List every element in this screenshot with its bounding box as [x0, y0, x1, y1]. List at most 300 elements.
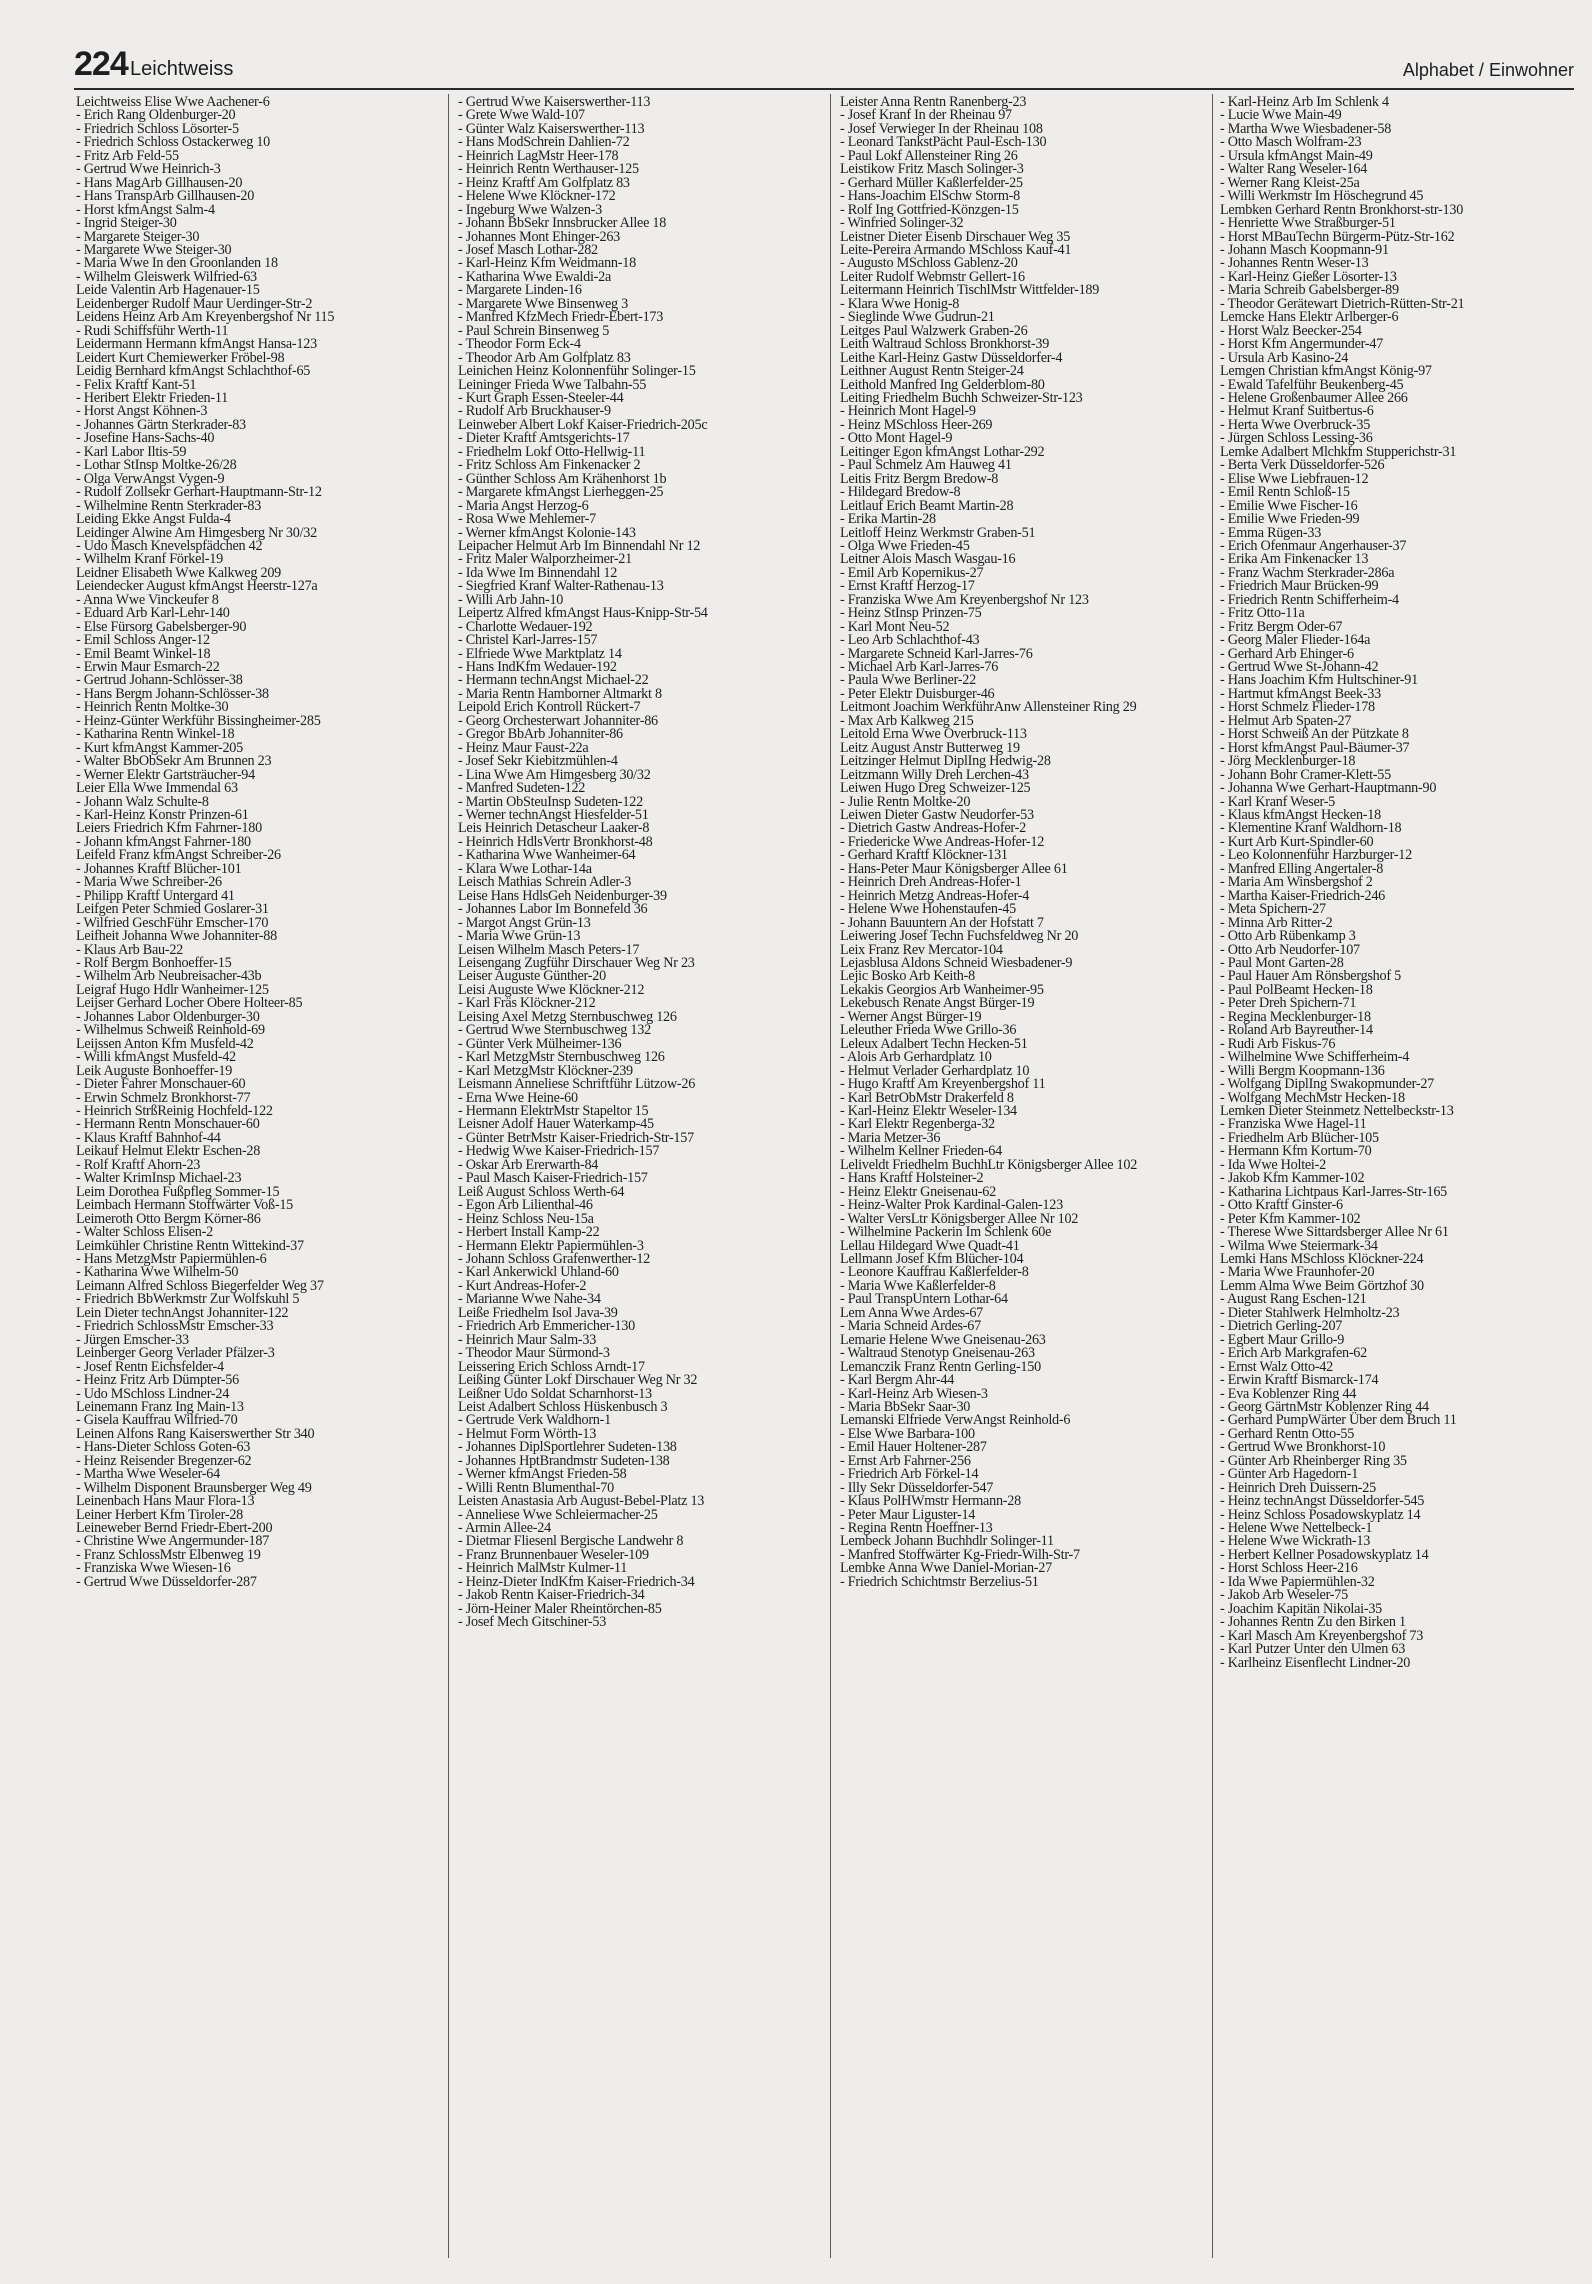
- directory-entry: Leithner August Rentn Steiger-24: [840, 363, 1024, 380]
- directory-entry: Leistikow Fritz Masch Solinger-3: [840, 161, 1024, 178]
- directory-entry: - Gerhard Rentn Otto-55: [1220, 1425, 1355, 1442]
- directory-entry: Leineweber Bernd Friedr-Ebert-200: [76, 1520, 273, 1537]
- directory-entry: - Willi Arb Jahn-10: [458, 591, 564, 608]
- directory-entry: - Heinrich MalMstr Kulmer-11: [458, 1560, 628, 1577]
- directory-entry: - Klaus Arb Bau-22: [76, 941, 184, 958]
- directory-entry: - Helene Wwe Klöckner-172: [458, 188, 616, 205]
- directory-entry: Leisten Anastasia Arb August-Bebel-Platz 13: [458, 1493, 705, 1510]
- directory-entry: - Klaus PolHWmstr Hermann-28: [840, 1493, 1021, 1510]
- directory-entry: - Karl-Heinz Gießer Lösorter-13: [1220, 268, 1397, 285]
- directory-entry: Leithold Manfred Ing Gelderblom-80: [840, 376, 1045, 393]
- directory-entry: - Herbert Install Kamp-22: [458, 1224, 600, 1241]
- page-number: 224: [74, 45, 128, 83]
- directory-column-2: [458, 96, 822, 2256]
- directory-entry: - Gregor BbArb Johanniter-86: [458, 726, 623, 743]
- directory-entry: - Egon Arb Lilienthal-46: [458, 1197, 593, 1214]
- directory-entry: - Hans-Joachim ElSchw Storm-8: [840, 188, 1020, 205]
- directory-entry: - Margot Angst Grün-13: [458, 914, 591, 931]
- directory-entry: Leisen Wilhelm Masch Peters-17: [458, 941, 640, 958]
- directory-entry: - Therese Wwe Sittardsberger Allee Nr 61: [1220, 1224, 1449, 1241]
- directory-entry: - Karl Putzer Unter den Ulmen 63: [1220, 1641, 1406, 1658]
- directory-entry: Leisner Adolf Hauer Waterkamp-45: [458, 1116, 654, 1133]
- directory-entry: - Jörg Mecklenburger-18: [1220, 753, 1356, 770]
- running-title: Leichtweiss: [130, 58, 234, 80]
- directory-entry: - Willi Bergm Koopmann-136: [1220, 1062, 1385, 1079]
- directory-entry: - Jürgen Emscher-33: [76, 1331, 189, 1348]
- directory-entry: - Walter Rang Weseler-164: [1220, 161, 1368, 178]
- directory-entry: - Werner technAngst Hiesfelder-51: [458, 807, 649, 824]
- directory-entry: - Hans-Peter Maur Königsberger Allee 61: [840, 860, 1068, 877]
- directory-entry: - Ida Wwe Im Binnendahl 12: [458, 564, 618, 581]
- directory-entry: Leleuther Frieda Wwe Grillo-36: [840, 1022, 1017, 1039]
- directory-entry: - Paul Hauer Am Rönsbergshof 5: [1220, 968, 1401, 985]
- directory-entry: - Wilhelmine Wwe Schifferheim-4: [1220, 1049, 1410, 1066]
- directory-entry: Leistner Dieter Eisenb Dirschauer Weg 35: [840, 228, 1071, 245]
- directory-entry: - Leonore Kauffrau Kaßlerfelder-8: [840, 1264, 1029, 1281]
- directory-entry: - Ewald Tafelführ Beukenberg-45: [1220, 376, 1404, 393]
- directory-entry: - Wilhelmus Schweiß Reinhold-69: [76, 1022, 265, 1039]
- directory-entry: Leidinger Alwine Am Himgesberg Nr 30/32: [76, 524, 317, 541]
- directory-entry: - Friedrich Maur Brücken-99: [1220, 578, 1379, 595]
- directory-entry: - Rudolf Arb Bruckhauser-9: [458, 403, 611, 420]
- directory-entry: - Martin ObSteuInsp Sudeten-122: [458, 793, 643, 810]
- directory-entry: - Henriette Wwe Straßburger-51: [1220, 215, 1396, 232]
- directory-entry: - Regina Mecklenburger-18: [1220, 1008, 1371, 1025]
- directory-entry: Leijser Gerhard Locher Obere Holteer-85: [76, 995, 303, 1012]
- directory-entry: Leisch Mathias Schrein Adler-3: [458, 874, 632, 891]
- directory-entry: - Otto Arb Rübenkamp 3: [1220, 928, 1356, 945]
- directory-entry: - Hans ModSchrein Dahlien-72: [458, 134, 630, 151]
- directory-entry: - Winfried Solinger-32: [840, 215, 964, 232]
- directory-entry: - Günter Arb Rheinberger Ring 35: [1220, 1452, 1407, 1469]
- directory-entry: - Hermann Rentn Monschauer-60: [76, 1116, 260, 1133]
- directory-entry: - Emma Rügen-33: [1220, 524, 1322, 541]
- directory-entry: Leinweber Albert Lokf Kaiser-Friedrich-205c: [458, 416, 708, 433]
- directory-entry: - Katharina Wwe Wilhelm-50: [76, 1264, 239, 1281]
- directory-entry: - Maria Wwe Fraunhofer-20: [1220, 1264, 1375, 1281]
- column-divider: [448, 94, 449, 2258]
- directory-entry: - Anneliese Wwe Schleiermacher-25: [458, 1506, 658, 1523]
- directory-entry: - Felix Kraftf Kant-51: [76, 376, 197, 393]
- directory-entry: Leitz August Anstr Butterweg 19: [840, 739, 1020, 756]
- directory-entry: - Maria Wwe Schreiber-26: [76, 874, 222, 891]
- directory-entry: - Theodor Arb Am Golfplatz 83: [458, 349, 631, 366]
- directory-entry: - Theodor Maur Sürmond-3: [458, 1345, 610, 1362]
- directory-entry: - Willi Werkmstr Im Höschegrund 45: [1220, 188, 1424, 205]
- directory-entry: - Maria Wwe In den Groonlanden 18: [76, 255, 278, 272]
- directory-entry: - Joachim Kapitän Nikolai-35: [1220, 1600, 1383, 1617]
- directory-entry: Leimeroth Otto Bergm Körner-86: [76, 1210, 261, 1227]
- directory-entry: - Else Wwe Barbara-100: [840, 1425, 975, 1442]
- directory-entry: Leitlauf Erich Beamt Martin-28: [840, 497, 1014, 514]
- directory-entry: - Friedhelm Arb Blücher-105: [1220, 1129, 1379, 1146]
- directory-entry: - Julie Rentn Moltke-20: [840, 793, 971, 810]
- directory-entry: - Johann Walz Schulte-8: [76, 793, 209, 810]
- directory-entry: - Gertrud Wwe Bronkhorst-10: [1220, 1439, 1386, 1456]
- directory-entry: - Rudolf Zollsekr Gerhart-Hauptmann-Str-12: [76, 484, 322, 501]
- directory-entry: - Heribert Elektr Frieden-11: [76, 389, 229, 406]
- directory-entry: - Augusto MSchloss Gablenz-20: [840, 255, 1018, 272]
- directory-entry: - Johann kfmAngst Fahrner-180: [76, 833, 251, 850]
- directory-entry: - Gertrude Verk Waldhorn-1: [458, 1412, 611, 1429]
- directory-entry: Leiwering Josef Techn Fuchsfeldweg Nr 20: [840, 928, 1079, 945]
- directory-entry: - Heinz StInsp Prinzen-75: [840, 605, 982, 622]
- directory-entry: - Paul Lokf Allensteiner Ring 26: [840, 147, 1018, 164]
- directory-entry: Leitloff Heinz Werkmstr Graben-51: [840, 524, 1036, 541]
- directory-entry: - Friedrich Schichtmstr Berzelius-51: [840, 1573, 1039, 1590]
- directory-entry: Leiße Friedhelm Isol Java-39: [458, 1304, 618, 1321]
- directory-entry: Leiwen Dieter Gastw Neudorfer-53: [840, 807, 1034, 824]
- directory-entry: - Ingrid Steiger-30: [76, 215, 177, 232]
- directory-entry: - Gertrud Wwe Sternbuschweg 132: [458, 1022, 651, 1039]
- directory-entry: - Maria Wwe Grün-13: [458, 928, 581, 945]
- directory-entry: - Friedrich Arb Förkel-14: [840, 1466, 979, 1483]
- directory-entry: Leimkühler Christine Rentn Wittekind-37: [76, 1237, 304, 1254]
- directory-entry: - Karl-Heinz Arb Wiesen-3: [840, 1385, 988, 1402]
- directory-entry: - Georg Orchesterwart Johanniter-86: [458, 712, 658, 729]
- directory-entry: - Franz Wachm Sterkrader-286a: [1220, 564, 1395, 581]
- directory-entry: - Leo Arb Schlachthof-43: [840, 632, 980, 649]
- directory-entry: - Elfriede Wwe Marktplatz 14: [458, 645, 622, 662]
- directory-entry: - Rolf Kraftf Ahorn-23: [76, 1156, 201, 1173]
- directory-entry: - Werner kfmAngst Frieden-58: [458, 1466, 627, 1483]
- directory-entry: Leinichen Heinz Kolonnenführ Solinger-15: [458, 363, 696, 380]
- directory-entry: - Rolf Ing Gottfried-Könzgen-15: [840, 201, 1019, 218]
- directory-entry: Leist Adalbert Schloss Hüskenbusch 3: [458, 1398, 668, 1415]
- directory-entry: - Helmut Kranf Suitbertus-6: [1220, 403, 1374, 420]
- directory-entry: - Margarete Linden-16: [458, 282, 582, 299]
- directory-entry: - Fritz Arb Feld-55: [76, 147, 179, 164]
- directory-entry: - Manfred Elling Angertaler-8: [1220, 860, 1384, 877]
- directory-entry: - Karl Elektr Regenberga-32: [840, 1116, 995, 1133]
- directory-entry: - Heinrich Rentn Moltke-30: [76, 699, 229, 716]
- directory-entry: Leiwen Hugo Dreg Schweizer-125: [840, 780, 1031, 797]
- directory-entry: Lekakis Georgios Arb Wanheimer-95: [840, 981, 1044, 998]
- directory-entry: Leitold Erna Wwe Overbruck-113: [840, 726, 1027, 743]
- directory-entry: - Heinrich Mont Hagel-9: [840, 403, 976, 420]
- directory-entry: - Walter KrimInsp Michael-23: [76, 1170, 242, 1187]
- directory-entry: - Udo MSchloss Lindner-24: [76, 1385, 230, 1402]
- directory-entry: - Paul TranspUntern Lothar-64: [840, 1291, 1008, 1308]
- directory-entry: - Ida Wwe Holtei-2: [1220, 1156, 1326, 1173]
- directory-entry: - Günther Schloss Am Krähenhorst 1b: [458, 470, 667, 487]
- directory-entry: - Hermann Elektr Papiermühlen-3: [458, 1237, 644, 1254]
- directory-entry: - Emil Schloss Anger-12: [76, 632, 210, 649]
- directory-entry: - Paul Schrein Binsenweg 5: [458, 322, 610, 339]
- directory-entry: - Leo Kolonnenführ Harzburger-12: [1220, 847, 1412, 864]
- directory-entry: - Walter VersLtr Königsberger Allee Nr 102: [840, 1210, 1079, 1227]
- directory-entry: Leipertz Alfred kfmAngst Haus-Knipp-Str-54: [458, 605, 708, 622]
- directory-entry: - Franziska Wwe Hagel-11: [1220, 1116, 1367, 1133]
- directory-entry: - Heinrich LagMstr Heer-178: [458, 147, 619, 164]
- directory-entry: - Wilhelmine Rentn Sterkrader-83: [76, 497, 262, 514]
- directory-entry: - Johannes HptBrandmstr Sudeten-138: [458, 1452, 670, 1469]
- directory-entry: - Hans Joachim Kfm Hultschiner-91: [1220, 672, 1418, 689]
- directory-entry: - Else Fürsorg Gabelsberger-90: [76, 618, 247, 635]
- directory-entry: - Dieter Kraftf Amtsgerichts-17: [458, 430, 630, 447]
- directory-entry: - Maria Schneid Ardes-67: [840, 1318, 981, 1335]
- directory-entry: - Franziska Wwe Am Kreyenbergshof Nr 123: [840, 591, 1089, 608]
- directory-entry: - Hermann Kfm Kortum-70: [1220, 1143, 1372, 1160]
- directory-entry: Lemanczik Franz Rentn Gerling-150: [840, 1358, 1041, 1375]
- directory-entry: - Heinz Schloss Neu-15a: [458, 1210, 594, 1227]
- directory-entry: Lemm Alma Wwe Beim Görtzhof 30: [1220, 1277, 1424, 1294]
- directory-entry: - Karl Fräs Klöckner-212: [458, 995, 596, 1012]
- directory-entry: - Wilhelm Arb Neubreisacher-43b: [76, 968, 262, 985]
- directory-entry: - Olga Wwe Frieden-45: [840, 537, 970, 554]
- directory-entry: - Ernst Walz Otto-42: [1220, 1358, 1333, 1375]
- directory-column-1: [76, 96, 440, 2256]
- directory-entry: - Eduard Arb Karl-Lehr-140: [76, 605, 230, 622]
- directory-entry: - Margarete kfmAngst Lierheggen-25: [458, 484, 664, 501]
- directory-entry: Lemki Hans MSchloss Klöckner-224: [1220, 1250, 1424, 1267]
- directory-entry: - Helene Wwe Nettelbeck-1: [1220, 1520, 1373, 1537]
- directory-entry: - Jakob Rentn Kaiser-Friedrich-34: [458, 1587, 645, 1604]
- directory-entry: - Ursula Arb Kasino-24: [1220, 349, 1349, 366]
- directory-entry: Leitner Alois Masch Wasgau-16: [840, 551, 1016, 568]
- directory-entry: - Gertrud Johann-Schlösser-38: [76, 672, 243, 689]
- directory-entry: - Paul Schmelz Am Hauweg 41: [840, 457, 1012, 474]
- directory-entry: - Karl MetzgMstr Klöckner-239: [458, 1062, 633, 1079]
- directory-entry: Lemcke Hans Elektr Arlberger-6: [1220, 309, 1399, 326]
- directory-entry: - Hans IndKfm Wedauer-192: [458, 659, 617, 676]
- directory-entry: - Peter Elektr Duisburger-46: [840, 685, 995, 702]
- directory-entry: - Horst Schmelz Flieder-178: [1220, 699, 1375, 716]
- directory-entry: - Friedhelm Lokf Otto-Hellwig-11: [458, 443, 646, 460]
- directory-entry: Leisi Auguste Wwe Klöckner-212: [458, 981, 645, 998]
- directory-entry: Leipacher Helmut Arb Im Binnendahl Nr 12: [458, 537, 701, 554]
- directory-entry: - Siegfried Kranf Walter-Rathenau-13: [458, 578, 664, 595]
- directory-entry: - Maria Metzer-36: [840, 1129, 941, 1146]
- directory-entry: - Christel Karl-Jarres-157: [458, 632, 598, 649]
- directory-entry: - Hans MagArb Gillhausen-20: [76, 174, 243, 191]
- directory-entry: - Johannes Rentn Zu den Birken 1: [1220, 1614, 1406, 1631]
- directory-entry: - Leonard TankstPächt Paul-Esch-130: [840, 134, 1047, 151]
- directory-entry: - Margarete Schneid Karl-Jarres-76: [840, 645, 1033, 662]
- directory-entry: - Karl BetrObMstr Drakerfeld 8: [840, 1089, 1014, 1106]
- directory-entry: - Helmut Form Wörth-13: [458, 1425, 597, 1442]
- directory-entry: Leidner Elisabeth Wwe Kalkweg 209: [76, 564, 282, 581]
- directory-entry: - Meta Spichern-27: [1220, 901, 1326, 918]
- directory-entry: - Josef Rentn Eichsfelder-4: [76, 1358, 224, 1375]
- directory-entry: Leikauf Helmut Elektr Eschen-28: [76, 1143, 261, 1160]
- directory-entry: Leis Heinrich Detascheur Laaker-8: [458, 820, 650, 837]
- directory-entry: - Dietrich Gastw Andreas-Hofer-2: [840, 820, 1026, 837]
- directory-entry: - Klementine Kranf Waldhorn-18: [1220, 820, 1402, 837]
- directory-entry: Leise Hans HdlsGeh Neidenburger-39: [458, 887, 667, 904]
- directory-entry: - Heinz Fritz Arb Dümpter-56: [76, 1372, 239, 1389]
- directory-entry: - Katharina Rentn Winkel-18: [76, 726, 235, 743]
- directory-entry: - Dieter Fahrer Monschauer-60: [76, 1076, 246, 1093]
- directory-entry: - Werner Rang Kleist-25a: [1220, 174, 1360, 191]
- directory-entry: - Elise Wwe Liebfrauen-12: [1220, 470, 1369, 487]
- directory-entry: Leide Valentin Arb Hagenauer-15: [76, 282, 260, 299]
- directory-entry: - Karl-Heinz Arb Im Schlenk 4: [1220, 96, 1389, 110]
- directory-entry: Leitinger Egon kfmAngst Lothar-292: [840, 443, 1045, 460]
- directory-entry: - Günter Arb Hagedorn-1: [1220, 1466, 1359, 1483]
- directory-entry: - Friedrich Rentn Schifferheim-4: [1220, 591, 1399, 608]
- directory-entry: - Eva Koblenzer Ring 44: [1220, 1385, 1357, 1402]
- directory-entry: - Manfred KfzMech Friedr-Ebert-173: [458, 309, 664, 326]
- directory-entry: - Hans-Dieter Schloss Goten-63: [76, 1439, 251, 1456]
- directory-entry: Leidermann Hermann kfmAngst Hansa-123: [76, 336, 317, 353]
- directory-entry: Leidert Kurt Chemiewerker Fröbel-98: [76, 349, 285, 366]
- directory-entry: - Ida Wwe Papiermühlen-32: [1220, 1573, 1375, 1590]
- directory-entry: - Maria Wwe Kaßlerfelder-8: [840, 1277, 996, 1294]
- directory-entry: Leith Waltraud Schloss Bronkhorst-39: [840, 336, 1050, 353]
- directory-entry: - Paula Wwe Berliner-22: [840, 672, 976, 689]
- directory-entry: - Johannes Labor Oldenburger-30: [76, 1008, 260, 1025]
- directory-entry: - Johannes Labor Im Bonnefeld 36: [458, 901, 648, 918]
- directory-entry: - Gisela Kauffrau Wilfried-70: [76, 1412, 238, 1429]
- directory-entry: Leitzmann Willy Dreh Lerchen-43: [840, 766, 1029, 783]
- directory-entry: Leinberger Georg Verlader Pfälzer-3: [76, 1345, 275, 1362]
- directory-entry: Leinenbach Hans Maur Flora-13: [76, 1493, 255, 1510]
- directory-entry: - Karl MetzgMstr Sternbuschweg 126: [458, 1049, 665, 1066]
- directory-entry: - Willi Rentn Blumenthal-70: [458, 1479, 614, 1496]
- directory-entry: - Helene Wwe Wickrath-13: [1220, 1533, 1371, 1550]
- directory-entry: - Sieglinde Wwe Gudrun-21: [840, 309, 995, 326]
- directory-entry: Leithe Karl-Heinz Gastw Düsseldorfer-4: [840, 349, 1063, 366]
- directory-entry: - Johannes DiplSportlehrer Sudeten-138: [458, 1439, 677, 1456]
- directory-entry: - Erwin Maur Esmarch-22: [76, 659, 220, 676]
- directory-entry: - Herbert Kellner Posadowskyplatz 14: [1220, 1546, 1429, 1563]
- directory-entry: - Maria Am Winsbergshof 2: [1220, 874, 1373, 891]
- directory-entry: Leipold Erich Kontroll Rückert-7: [458, 699, 641, 716]
- directory-entry: Leitmont Joachim WerkführAnw Allensteiner Ring 29: [840, 699, 1137, 716]
- directory-entry: - Horst Schweiß An der Pützkate 8: [1220, 726, 1409, 743]
- directory-entry: - Minna Arb Ritter-2: [1220, 914, 1333, 931]
- directory-entry: Leister Anna Rentn Ranenberg-23: [840, 96, 1027, 110]
- directory-entry: - Georg Maler Flieder-164a: [1220, 632, 1371, 649]
- directory-entry: - Heinz Schloss Posadowskyplatz 14: [1220, 1506, 1421, 1523]
- directory-entry: - Friedrich Schloss Ostackerweg 10: [76, 134, 271, 151]
- directory-entry: Leitermann Heinrich TischlMstr Wittfelder-189: [840, 282, 1100, 299]
- directory-entry: - Hildegard Bredow-8: [840, 484, 961, 501]
- directory-entry: Leim Dorothea Fußpfleg Sommer-15: [76, 1183, 280, 1200]
- directory-entry: - Horst Angst Köhnen-3: [76, 403, 208, 420]
- directory-column-4: [1220, 96, 1576, 2256]
- directory-entry: - Lothar StInsp Moltke-26/28: [76, 457, 237, 474]
- directory-entry: - Friedrich BbWerkmstr Zur Wolfskuhl 5: [76, 1291, 300, 1308]
- directory-entry: - Ingeburg Wwe Walzen-3: [458, 201, 602, 218]
- directory-entry: - Josef Sekr Kiebitzmühlen-4: [458, 753, 618, 770]
- directory-entry: - Otto Masch Wolfram-23: [1220, 134, 1362, 151]
- directory-entry: - Paul Mont Garten-28: [1220, 955, 1344, 971]
- directory-entry: - Johann Bauuntern An der Hofstatt 7: [840, 914, 1044, 931]
- directory-entry: - Helene Wwe Hohenstaufen-45: [840, 901, 1016, 918]
- directory-entry: - Peter Dreh Spichern-71: [1220, 995, 1357, 1012]
- directory-entry: Leier Ella Wwe Immendal 63: [76, 780, 238, 797]
- directory-entry: - Manfred Stoffwärter Kg-Friedr-Wilh-Str-7: [840, 1546, 1080, 1563]
- directory-entry: Leifheit Johanna Wwe Johanniter-88: [76, 928, 277, 945]
- directory-entry: - Max Arb Kalkweg 215: [840, 712, 974, 729]
- directory-entry: - Philipp Kraftf Untergard 41: [76, 887, 235, 904]
- directory-entry: - Fritz Bergm Oder-67: [1220, 618, 1343, 635]
- directory-entry: - Paul Masch Kaiser-Friedrich-157: [458, 1170, 648, 1187]
- directory-entry: - Dieter Stahlwerk Helmholtz-23: [1220, 1304, 1400, 1321]
- directory-entry: - Jörn-Heiner Maler Rheintörchen-85: [458, 1600, 662, 1617]
- directory-entry: - Waltraud Stenotyp Gneisenau-263: [840, 1345, 1035, 1362]
- directory-entry: - Wilhelm Disponent Braunsberger Weg 49: [76, 1479, 312, 1496]
- directory-entry: - Hermann technAngst Michael-22: [458, 672, 649, 689]
- directory-entry: Leitis Fritz Bergm Bredow-8: [840, 470, 999, 487]
- directory-entry: - Johannes Mont Ehinger-263: [458, 228, 621, 245]
- directory-entry: - Rudi Arb Fiskus-76: [1220, 1035, 1336, 1052]
- directory-entry: - Katharina Lichtpaus Karl-Jarres-Str-165: [1220, 1183, 1448, 1200]
- directory-entry: - Günter BetrMstr Kaiser-Friedrich-Str-157: [458, 1129, 694, 1146]
- directory-entry: Leinemann Franz Ing Main-13: [76, 1398, 244, 1415]
- directory-entry: Leifgen Peter Schmied Goslarer-31: [76, 901, 269, 918]
- directory-entry: - Armin Allee-24: [458, 1520, 551, 1537]
- directory-entry: Leismann Anneliese Schriftführ Lützow-26: [458, 1076, 696, 1093]
- directory-entry: - Heinrich StrßReinig Hochfeld-122: [76, 1102, 273, 1119]
- directory-entry: - Charlotte Wedauer-192: [458, 618, 593, 635]
- directory-entry: - Wilhelm Kellner Frieden-64: [840, 1143, 1002, 1160]
- directory-entry: - Johann Bohr Cramer-Klett-55: [1220, 766, 1391, 783]
- directory-entry: Lemke Adalbert Mlchkfm Stupperichstr-31: [1220, 443, 1457, 460]
- directory-entry: - Helene Großenbaumer Allee 266: [1220, 389, 1408, 406]
- directory-entry: Lembke Anna Wwe Daniel-Morian-27: [840, 1560, 1052, 1577]
- directory-entry: - Hans Kraftf Holsteiner-2: [840, 1170, 984, 1187]
- directory-entry: - Gerhard Arb Ehinger-6: [1220, 645, 1354, 662]
- directory-entry: - Wilhelm Kranf Förkel-19: [76, 551, 223, 568]
- directory-entry: - Karl-Heinz Konstr Prinzen-61: [76, 807, 249, 824]
- directory-entry: - Heinrich Metzg Andreas-Hofer-4: [840, 887, 1030, 904]
- directory-entry: - Jakob Arb Weseler-75: [1220, 1587, 1348, 1604]
- directory-entry: - Jakob Kfm Kammer-102: [1220, 1170, 1365, 1187]
- directory-entry: - Heinz Reisender Bregenzer-62: [76, 1452, 252, 1469]
- directory-entry: - Heinz MSchloss Heer-269: [840, 416, 993, 433]
- directory-entry: - Wilhelm Gleiswerk Wilfried-63: [76, 268, 257, 285]
- directory-entry: Leiner Herbert Kfm Tiroler-28: [76, 1506, 244, 1523]
- directory-entry: - Peter Kfm Kammer-102: [1220, 1210, 1361, 1227]
- directory-entry: - Theodor Gerätewart Dietrich-Rütten-Str-21: [1220, 295, 1465, 312]
- directory-entry: - Karl-Heinz Elektr Weseler-134: [840, 1102, 1017, 1119]
- directory-entry: - Heinrich Rentn Werthauser-125: [458, 161, 639, 178]
- directory-entry: - Helmut Arb Spaten-27: [1220, 712, 1352, 729]
- directory-entry: Lembken Gerhard Rentn Bronkhorst-str-130: [1220, 201, 1464, 218]
- directory-entry: - Horst Walz Beecker-254: [1220, 322, 1362, 339]
- directory-entry: - Johann BbSekr Innsbrucker Allee 18: [458, 215, 667, 232]
- directory-entry: Leinen Alfons Rang Kaiserswerther Str 340: [76, 1425, 315, 1442]
- directory-entry: - Wilhelmine Packerin Im Schlenk 60e: [840, 1224, 1052, 1241]
- directory-entry: - Erich Arb Markgrafen-62: [1220, 1345, 1367, 1362]
- directory-entry: - Maria Angst Herzog-6: [458, 497, 589, 514]
- directory-entry: Leichtweiss Elise Wwe Aachener-6: [76, 96, 270, 110]
- directory-entry: - Katharina Wwe Wanheimer-64: [458, 847, 636, 864]
- directory-entry: - Martha Wwe Weseler-64: [76, 1466, 220, 1483]
- directory-entry: - Fritz Otto-11a: [1220, 605, 1305, 622]
- directory-entry: Lemarie Helene Wwe Gneisenau-263: [840, 1331, 1046, 1348]
- directory-entry: - Johann Masch Koopmann-91: [1220, 241, 1389, 258]
- directory-entry: - Hugo Kraftf Am Kreyenbergshof 11: [840, 1076, 1046, 1093]
- directory-entry: - Lina Wwe Am Himgesberg 30/32: [458, 766, 651, 783]
- directory-entry: Leimann Alfred Schloss Biegerfelder Weg 37: [76, 1277, 324, 1294]
- directory-entry: Lembeck Johann Buchhdlr Solinger-11: [840, 1533, 1054, 1550]
- directory-entry: - Martha Wwe Wiesbadener-58: [1220, 120, 1392, 137]
- directory-entry: Leijssen Anton Kfm Musfeld-42: [76, 1035, 254, 1052]
- directory-entry: - Horst Kfm Angermunder-47: [1220, 336, 1384, 353]
- directory-entry: - Maria BbSekr Saar-30: [840, 1398, 971, 1415]
- directory-entry: - Günter Verk Mülheimer-136: [458, 1035, 622, 1052]
- directory-entry: - Karl Mont Neu-52: [840, 618, 950, 635]
- directory-entry: - Helmut Verlader Gerhardplatz 10: [840, 1062, 1030, 1079]
- directory-entry: - Otto Mont Hagel-9: [840, 430, 953, 447]
- directory-entry: - Emil Beamt Winkel-18: [76, 645, 211, 662]
- directory-entry: - Otto Arb Neudorfer-107: [1220, 941, 1360, 958]
- directory-entry: - Kurt Arb Kurt-Spindler-60: [1220, 833, 1374, 850]
